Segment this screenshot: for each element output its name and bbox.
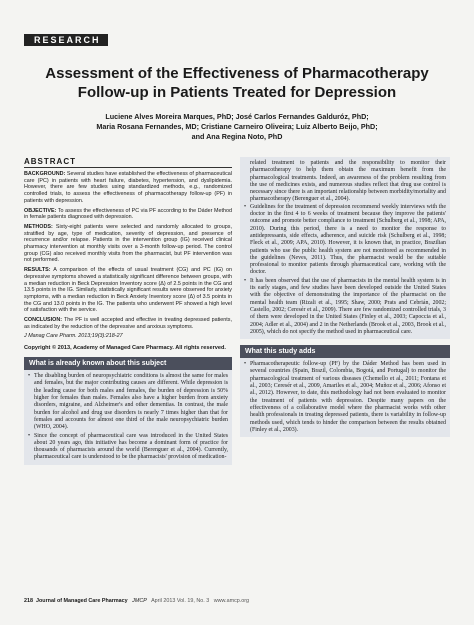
abstract-conclusion — [24, 317, 232, 330]
title-line: Assessment of the Effectiveness of Pharmacotherapy — [45, 65, 429, 82]
right-column — [240, 157, 450, 437]
label: RESULTS: — [24, 267, 51, 274]
abstract-text: A comparison of the effects of usual treatment (CG) and PC (IG) on depressive symptoms showed a statistically significant difference between groups, with a median reduction in Beck Depression Inventory score (Δ) of 2.5 points in the CG and 13.5 points in the IG. Similarly, statistically significant results were observed for anxiety symptoms, with a median reduction in Beck Anxiety Inventory score (Δ) of 3.5 points in the CG and 13.0 points in the IG. The patients who underwent PF showed a high level of satisfaction with the service. — [24, 267, 232, 314]
journal-name: Journal of Managed Care Pharmacy — [36, 598, 128, 604]
abstract-text: Sixty-eight patients were selected and randomly allocated to groups, stratified by age, type of medication, severity of depression, and presence of recurrence and/or relapse. Patients in the intervention group (IG) received clinical pharmacy intervention at monthly visits over a 3-month follow-up period. The control group (CG) also received monthly visits from the pharmacist, but PF intervention was not performed. — [24, 223, 232, 264]
section-tag: RESEARCH — [24, 34, 108, 46]
author-list — [0, 112, 474, 142]
adds-box-body — [240, 358, 450, 437]
known-box — [24, 357, 232, 465]
bullet-item: • Since the concept of pharmaceutical care was introduced in the United States about 20 years ago, this initiative has become a dominant form of practice for thousands of pharmacists around the world (Berenguer et al., 2004). Currently, pharmaceutical care is understood to be the pharmacists' provision of medication- — [28, 433, 228, 462]
adds-box-heading: What this study adds — [240, 345, 450, 358]
bullet-item: • Guidelines for the treatment of depression recommend weekly interviews with the doctor in the first 4 to 6 weeks of treatment because they improve the patients' outcome and promote better compliance to treatment (Schulberg et al., 1998; APA, 2010). During this period, there is a need to monitor the response to antidepressants, side effects, adherence, and suicide risk (Schulberg et al., 1998; Fleck et al., 2009; APA, 2010). However, it is known that, in practice, Brazilian patients who use the public health system are not monitored as recommended in the guidelines (Neves, 2011). Thus, the pharmacist would be the suitable professional to monitor patients through pharmaceutical care, working with the doctor. — [244, 204, 446, 277]
abstract-text: To assess the effectiveness of PC via PF according to the Dáder Method in female patients diagnosed with depression. — [24, 207, 233, 221]
bullet-item: • It has been observed that the use of pharmacists in the mental health system is in its early stages, and few studies have been developed outside the United States with the objective of demonstrating the importance of the pharmacist on the mental health team (Rizali et al., 1995; Shaw, 2000; Prats and Cebrián, 2002; Castello, 2002; Ceresér et al., 2009). There are few randomized controlled trials, 3 of them were developed in the United States (Finley et al., 2003; Capoccia et al., 2004; Adler et al., 2004) and 2 in the Netherlands (Brook et al., 2003, Brook et al., 2005), which do not specify the method used in pharmaceutical care. — [244, 278, 446, 336]
adds-box — [240, 345, 450, 437]
abstract-heading: ABSTRACT — [24, 157, 232, 168]
issue-info: April 2013 Vol. 19, No. 3 — [151, 598, 210, 604]
bullet-item: • Pharmacotherapeutic follow-up (PF) by the Dáder Method has been used in several countries (Spain, Brazil, Colombia, Bogotá, and Portugal) to monitor the pharmacological treatment of various diseases (Chemello et al., 2011; Fontana et al., 2003; Ceresér et al., 2009, Amariles et al., 2004; Muñoz et al., 2006; Afonso et al., 2012). However, to date, this methodology had not been evaluated to monitor the treatment of patients with depression. Despite many papers on the effectiveness of a collaborative model where the pharmacist works with other health professionals in treating depressed patients, there is variability in follow-up methods used, which tends to hinder the comparison between the results obtained (Finley et al., 2003). — [244, 361, 446, 434]
page-number: 218 — [24, 598, 33, 604]
citation — [24, 333, 232, 340]
abstract-text: Several studies have established the effectiveness of pharmaceutical care (PC) in patients with heart failure, diabetes, hypertension, and dyslipidemia. However, there are few studies using standardized methods, e.g., randomized controlled trials, to assess the effectiveness of pharmacotherapy follow-up (PF) in patients with depression. — [24, 171, 232, 204]
abstract-methods — [24, 224, 232, 264]
page-footer — [24, 598, 249, 604]
known-box-continued — [240, 157, 450, 339]
label: METHODS: — [24, 223, 53, 230]
known-box-heading: What is already known about this subject — [24, 357, 232, 370]
journal-abbr: JMCP — [132, 598, 147, 604]
citation-text: J Manag Care Pharm. 2013;19(3):218-27 — [24, 333, 123, 340]
label: CONCLUSION: — [24, 317, 63, 324]
known-box-body — [240, 157, 450, 339]
abstract-text: The PF is well accepted and effective in treating depressed patients, as indicated by the reduction of the depressive and anxious symptoms. — [24, 317, 232, 330]
abstract-results — [24, 267, 232, 314]
article-title — [0, 64, 474, 102]
title-line: Follow-up in Patients Treated for Depression — [77, 84, 397, 101]
bullet-item: • The disabling burden of neuropsychiatric conditions is almost the same for males and females, but the major contributing causes are different. While depression is the leading cause for both males and females, the burden of depression is 50% higher for females than males. Females also have a higher burden from anxiety disorders, migraine, and Alzheimer's and other dementias. In contrast, the male burden for alcohol and drug use disorders is nearly 7 times higher than that for females and accounts for almost one third of the male neuropsychiatric burden (WHO, 2004). — [28, 373, 228, 431]
author-line: and Ana Regina Noto, PhD — [191, 132, 283, 141]
journal-url[interactable]: www.amcp.org — [213, 598, 250, 604]
left-column — [24, 157, 232, 465]
label: BACKGROUND: — [24, 171, 66, 177]
copyright: Copyright © 2013, Academy of Managed Care Pharmacy. All rights reserved. — [24, 345, 226, 352]
abstract-background — [24, 171, 232, 205]
author-line: Maria Rosana Fernandes, MD; Cristiane Carneiro Oliveira; Luiz Alberto Beijo, PhD; — [96, 122, 378, 131]
known-box-body — [24, 370, 232, 465]
bullet-continuation: related treatment to patients and the responsibility to monitor their pharmacotherapy to help them obtain the maximum benefit from the pharmacological treatments. Indeed, an awareness of the problem resulting from the use of medicines exists, and numerous studies reflect that drug use control is necessary since there is an important relationship between morbidity/mortality and pharmacotherapy (Berenguer et al., 2004). — [250, 160, 446, 203]
label: OBJECTIVE: — [24, 207, 57, 214]
author-line: Luciene Alves Moreira Marques, PhD; José Carlos Fernandes Galduróz, PhD; — [105, 112, 369, 121]
abstract-objective — [24, 208, 232, 221]
